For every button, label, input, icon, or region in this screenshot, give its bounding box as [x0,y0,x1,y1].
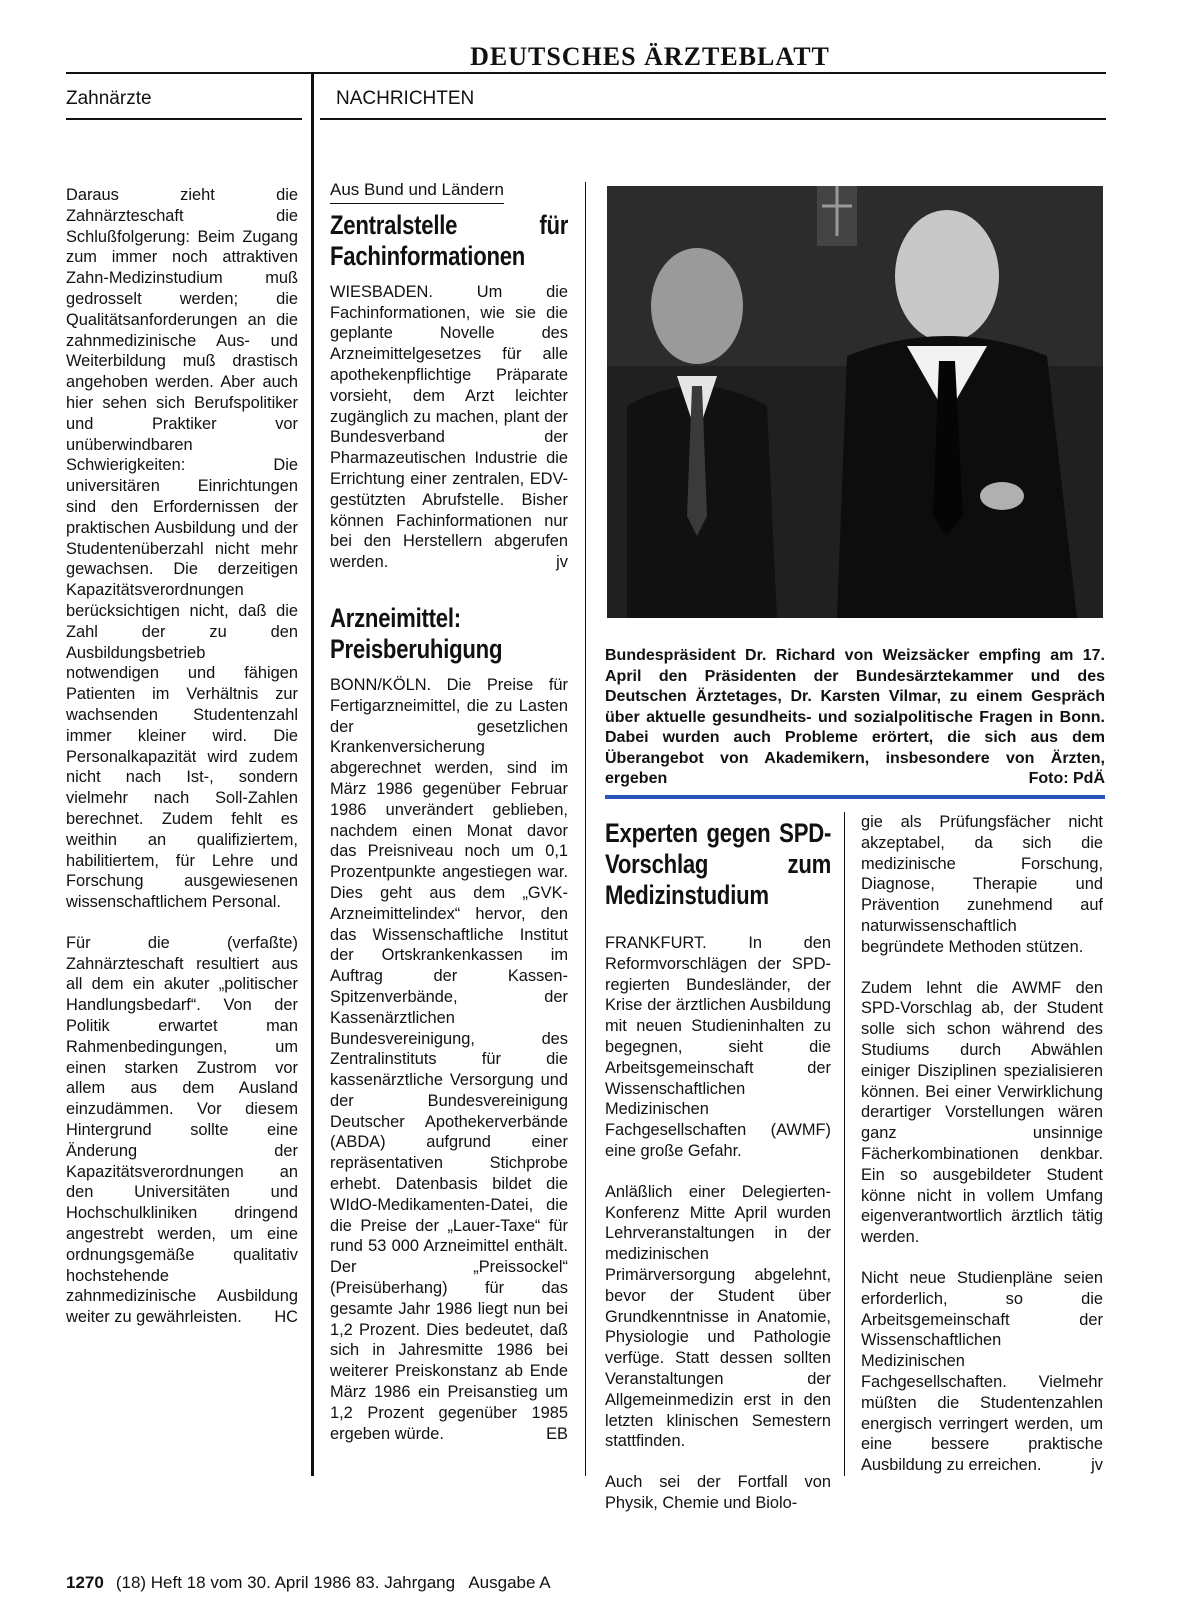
footer-issue: (18) Heft 18 vom 30. April 1986 83. Jahrgang Ausgabe A [115,1573,551,1592]
col4-paragraph-2: Zudem lehnt die AWMF den SPD-Vorschlag ab, der Student solle sich schon während des Studiums durch Abwählen einiger Disziplinen spezialisieren können. Bei einer Verwirklichung derartiger Vorstellungen wären ganz unsinnige Fächerkombinationen denkbar. Ein so ausgebildeter Student könne nicht in vollem Umfang eigenverantwortlich ärztlich tätig werden. [861,978,1103,1247]
col1-signature: HC [274,1308,298,1327]
section-rule-right [320,118,1106,120]
masthead-rule [66,72,1106,74]
col4-paragraph-1: gie als Prüfungsfächer nicht akzeptabel, da sich die medizinische Forschung, Diagnose, Therapie und Prävention zunehmend auf naturwissenschaftlich begründete Methoden stützen. [861,813,1103,956]
col1-paragraph-2 [66,933,298,1328]
col3-paragraph-3: Auch sei der Fortfall von Physik, Chemie und Biolo- [605,1473,831,1512]
column-4 [861,812,1103,1476]
headline-arzneimittel: Arzneimittel: Preisberuhigung [330,602,503,664]
article-zentralstelle-signature: jv [556,553,568,572]
column-2 [330,180,568,1444]
col1-paragraph-1: Daraus zieht die Zahnärzteschaft die Schlußfolgerung: Beim Zugang zum immer noch attraktiven Zahn-Medizinstudium muß gedrosselt werden; die Qualitätsanforderungen an die zahnmedizinische Aus- und Weiterbildung muß drastisch angehoben werden. Aber auch hier sehen sich Berufspolitiker und Praktiker vor unüberwindbaren Schwierigkeiten: Die universitären Einrichtungen sind den Erfordernissen der praktischen Ausbildung und der Studentenüberzahl nicht mehr gewachsen. Die derzeitigen Kapazitätsverordnungen berücksichtigen nicht, daß die Zahl der zu den Ausbildungsbetrieb notwendigen und fähigen Patienten im Verhältnis zur wachsenden Studentenzahl immer kleiner wird. Die Personalkapazität wird zudem nicht nach Ist-, sondern vielmehr nach Soll-Zahlen berechnet. Zudem fehlt es weithin an qualifiziertem, habilitiertem, für Lehre und Forschung ausgewiesenen wissenschaftlichem Personal. [66,186,298,912]
col4-signature: jv [1091,1456,1103,1475]
section-label-left: Zahnärzte [66,88,152,109]
photo [607,186,1103,618]
section-label-right: NACHRICHTEN [336,88,475,109]
column-1 [66,185,298,1328]
article-arzneimittel-text: BONN/KÖLN. Die Preise für Fertigarzneimittel, die zu Lasten der gesetzlichen Krankenversicherung abgerechnet werden, sind im März 1986 gegenüber Februar 1986 unverändert geblieben, nachdem einen Monat davor das Preisniveau noch um 0,1 Prozentpunkte angestiegen war. Dies geht aus dem „GVK-Arzneimittelindex“ hervor, den das Wissenschaftliche Institut der Ortskrankenkassen im Auftrag der Kassen-Spitzenverbände, der Kassenärztlichen Bundesvereinigung, des Zentralinstituts für die kassenärztliche Versorgung und der Bundesvereinigung Deutscher Apothekerverbände (ABDA) aufgrund einer repräsentativen Stichprobe erhebt. Datenbasis bildet die WIdO-Medikamenten-Datei, die die Preise der „Lauer-Taxe“ für rund 53 000 Arzneimittel enthält. Der „Preissockel“ (Preisüberhang) für das gesamte Jahr 1986 liegt nun bei 1,2 Prozent. Dies bedeutet, daß sich in Jahresmitte 1986 bei weiterer Preiskonstanz ab Ende März 1986 ein Preisanstieg um 1,2 Prozent gegenüber 1985 ergeben würde. [330,675,568,1443]
photo-credit: Foto: PdÄ [1028,770,1105,787]
column-3 [605,818,831,1514]
kicker: Aus Bund und Ländern [330,180,504,204]
article-zentralstelle [330,282,568,573]
masthead: DEUTSCHES ÄRZTEBLATT [470,42,830,71]
footer [66,1573,551,1593]
col3-paragraph-2: Anläßlich einer Delegierten-Konferenz Mitte April wurden Lehrveranstaltungen in der medizinischen Primärversorgung abgelehnt, bevor der Student über Grundkenntnisse in Anatomie, Physiologie und Pathologie verfüge. Statt dessen sollten Veranstaltungen der Allgemeinmedizin erst in den letzten klinischen Semestern stattfinden. [605,1182,831,1451]
col4-paragraph-3-text: Nicht neue Studienpläne seien erforderlich, so die Arbeitsgemeinschaft der Wissenschaftlichen Medizinischen Fachgesellschaften. Vielmehr müßten die Studentenzahlen energisch verringert werden, um eine bessere praktische Ausbildung zu erreichen. [861,1268,1103,1475]
column-divider-3 [844,812,845,1476]
blue-divider [605,795,1105,799]
photo-caption [605,646,1105,790]
photo-image [607,186,1103,618]
headline-zentralstelle: Zentralstelle für Fachinformationen [330,209,569,271]
col3-paragraph-1: FRANKFURT. In den Reformvorschlägen der SPD-regierten Bundesländer, der Krise der ärztlichen Ausbildung mit neuen Studieninhalten zu begegnen, sieht die Arbeitsgemeinschaft der Wissenschaftlichen Medizinischen Fachgesellschaften (AWMF) eine große Gefahr. [605,934,831,1160]
col4-paragraph-3 [861,1268,1103,1476]
article-zentralstelle-text: WIESBADEN. Um die Fachinformationen, wie sie die geplante Novelle des Arzneimittelgesetzes für alle apothekenpflichtige Präparate vorsieht, dem Arzt leichter zugänglich zu machen, plant der Bundesverband der Pharmazeutischen Industrie die Errichtung einer zentralen, EDV-gestützten Abrufstelle. Bisher können Fachinformationen nur bei den Herstellern abgerufen werden. [330,282,568,572]
section-rule-left [66,118,302,120]
page-number: 1270 [66,1573,104,1592]
article-arzneimittel-signature: EB [546,1424,568,1443]
photo-caption-text: Bundespräsident Dr. Richard von Weizsäcker empfing am 17. April den Präsidenten der Bundesärztekammer und des Deutschen Ärztetages, Dr. Karsten Vilmar, zu einem Gespräch über aktuelle gesundheits- und sozialpolitische Fragen in Bonn. Dabei wurden auch Probleme erörtert, die sich aus dem Überangebot von Akademikern, insbesondere von Ärzten, ergeben [605,647,1105,787]
article-arzneimittel [330,675,568,1444]
column-divider-main [311,74,314,1476]
col1-paragraph-2-text: Für die (verfaßte) Zahnärzteschaft resultiert aus all dem ein akuter „politischer Handlungsbedarf“. Von der Politik erwartet man Rahmenbedingungen, um einen starken Zustrom vor allem aus dem Ausland einzudämmen. Vor diesem Hintergrund sollte eine Änderung der Kapazitätsverordnungen an den Universitäten und Hochschulkliniken dringend angestrebt werden, um eine ordnungsgemäße qualitativ hochstehende zahnmedizinische Ausbildung weiter zu gewährleisten. [66,933,298,1327]
headline-experten: Experten gegen SPD-Vorschlag zum Medizinstudium [605,818,832,910]
column-divider-2 [585,182,586,1476]
